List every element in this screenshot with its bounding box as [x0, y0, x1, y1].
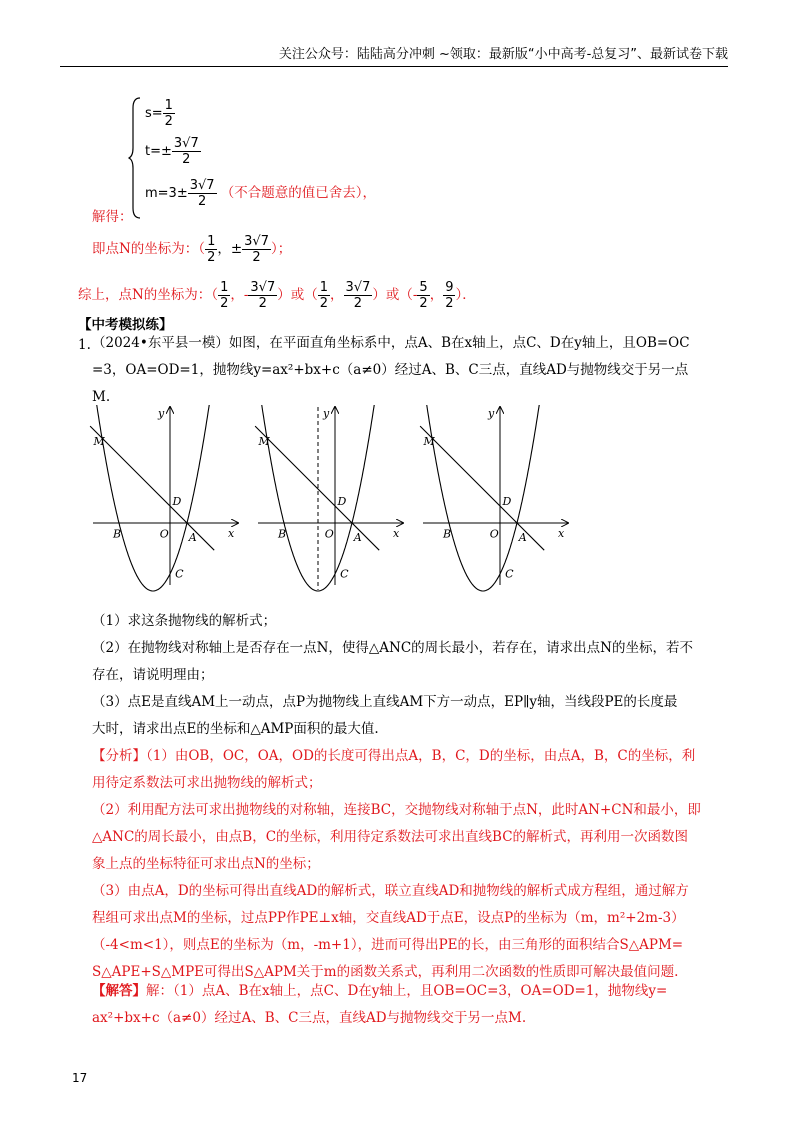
label-C: C: [505, 567, 514, 581]
label-D: D: [502, 495, 512, 509]
label-x: x: [228, 527, 235, 540]
question-3a: （3）点E是直线AM上一动点，点P为抛物线上直线AM下方一动点，EP∥y轴，当线段PE的长度最: [92, 694, 678, 710]
label-C: C: [175, 567, 184, 581]
section-title: 【中考模拟练】: [78, 317, 173, 333]
label-O: O: [324, 527, 334, 541]
figure-1: [90, 405, 238, 591]
label-y: y: [488, 407, 495, 420]
page-header: [60, 46, 728, 67]
question-3b: 大时，请求出点E的坐标和△AMP面积的最大值.: [92, 721, 379, 737]
question-1: （1）求这条抛物线的解析式；: [92, 613, 277, 629]
figure-parabolas: [88, 405, 648, 595]
eq-s: s= $\frac{1}{2}$: [145, 98, 173, 129]
figure-3: [420, 405, 568, 591]
label-O: O: [489, 527, 499, 541]
questions: [92, 608, 732, 743]
label-D: D: [172, 495, 182, 509]
label-B: B: [443, 527, 452, 541]
label-x: x: [393, 527, 400, 540]
label-O: O: [159, 527, 169, 541]
label-A: A: [353, 530, 362, 544]
equation-system: [145, 98, 376, 209]
label-M: M: [93, 434, 105, 448]
label-B: B: [113, 527, 122, 541]
page-number: 17: [72, 1071, 88, 1085]
figure-2: [255, 405, 403, 591]
label-y: y: [158, 407, 165, 420]
left-brace: [128, 96, 142, 220]
label-D: D: [337, 495, 347, 509]
label-A: A: [518, 530, 527, 544]
label-x: x: [558, 527, 565, 540]
eq-m: m=3± $\frac{3√7}{2}$ （不合题意的值已舍去），: [145, 178, 376, 209]
solve-label: 解得：: [92, 209, 133, 225]
label-y: y: [323, 407, 330, 420]
summary-line: 综上，点N的坐标为：（ $\frac{1}{2}$ ，- $\frac{3√7}{2}$ ）或（ $\frac{1}{2}$ ， $\frac{3√7}{2}$ ）或（- $\frac{5}{2}$ ， $\frac{9}{2}$ ）．: [78, 280, 476, 311]
answer: 【解答】解：（1）点A、B在x轴上，点C、D在y轴上，且OB=OC=3，OA=OD=1，抛物线y= ax²+bx+c（a≠0）经过A、B、C三点，直线AD与抛物线交于另一点M.: [92, 983, 668, 1026]
header-text: 关注公众号：陆陆高分冲刺 ~领取：最新版“小中高考-总复习”、最新试卷下载: [278, 47, 728, 62]
problem-number: 1.: [78, 337, 91, 353]
label-B: B: [278, 527, 287, 541]
question-2a: （2）在抛物线对称轴上是否存在一点N，使得△ANC的周长最小，若存在，请求出点N的坐标，若不: [92, 640, 693, 656]
label-M: M: [423, 434, 435, 448]
analysis: 【分析】（1）由OB，OC，OA，OD的长度可得出点A，B，C，D的坐标，由点A，B，C的坐标，利 用待定系数法可求出抛物线的解析式； （2）利用配方法可求出抛物线的对称轴，连接BC，交抛物线对称轴于点N，此时AN+CN和最小，即 △ANC的周长最小，由点B，C的坐标，利用待定系数法可求出直线BC的解析式，再利用一次函数图 象上点的坐标特征可求出点N的坐标； （3）由点A，D的坐标可得出直线AD的解析式，联立直线AD和抛物线的解析式成方程组，通过解方 程组可求出点M的坐标，过点PP作PE⊥x轴，交直线AD于点E，设点P的坐标为（m，m²+2m-3） （-4<m<1），则点E的坐标为（m，-m+1），进而可得出PE的长，由三角形的面积结合S△APM= S△APE+S△MPE可得出S△APM关于m的函数关系式，再利用二次函数的性质即可解决最值问题.: [92, 748, 701, 980]
question-2b: 存在，请说明理由；: [92, 667, 214, 683]
label-M: M: [258, 434, 270, 448]
point-n-line: 即点N的坐标为：（ $\frac{1}{2}$ ，± $\frac{3√7}{2}$ ）；: [92, 234, 292, 265]
eq-t: t=± $\frac{3√7}{2}$: [145, 136, 199, 167]
solve-note: （不合题意的值已舍去），: [220, 185, 376, 201]
label-C: C: [340, 567, 349, 581]
problem-text: （2024•东平县一模）如图，在平面直角坐标系中，点A、B在x轴上，点C、D在y轴上，且OB=OC =3，OA=OD=1，抛物线y=ax²+bx+c（a≠0）经过A、B、C三点，直线AD与抛物线交于另一点 M.: [92, 335, 690, 405]
label-A: A: [188, 530, 197, 544]
